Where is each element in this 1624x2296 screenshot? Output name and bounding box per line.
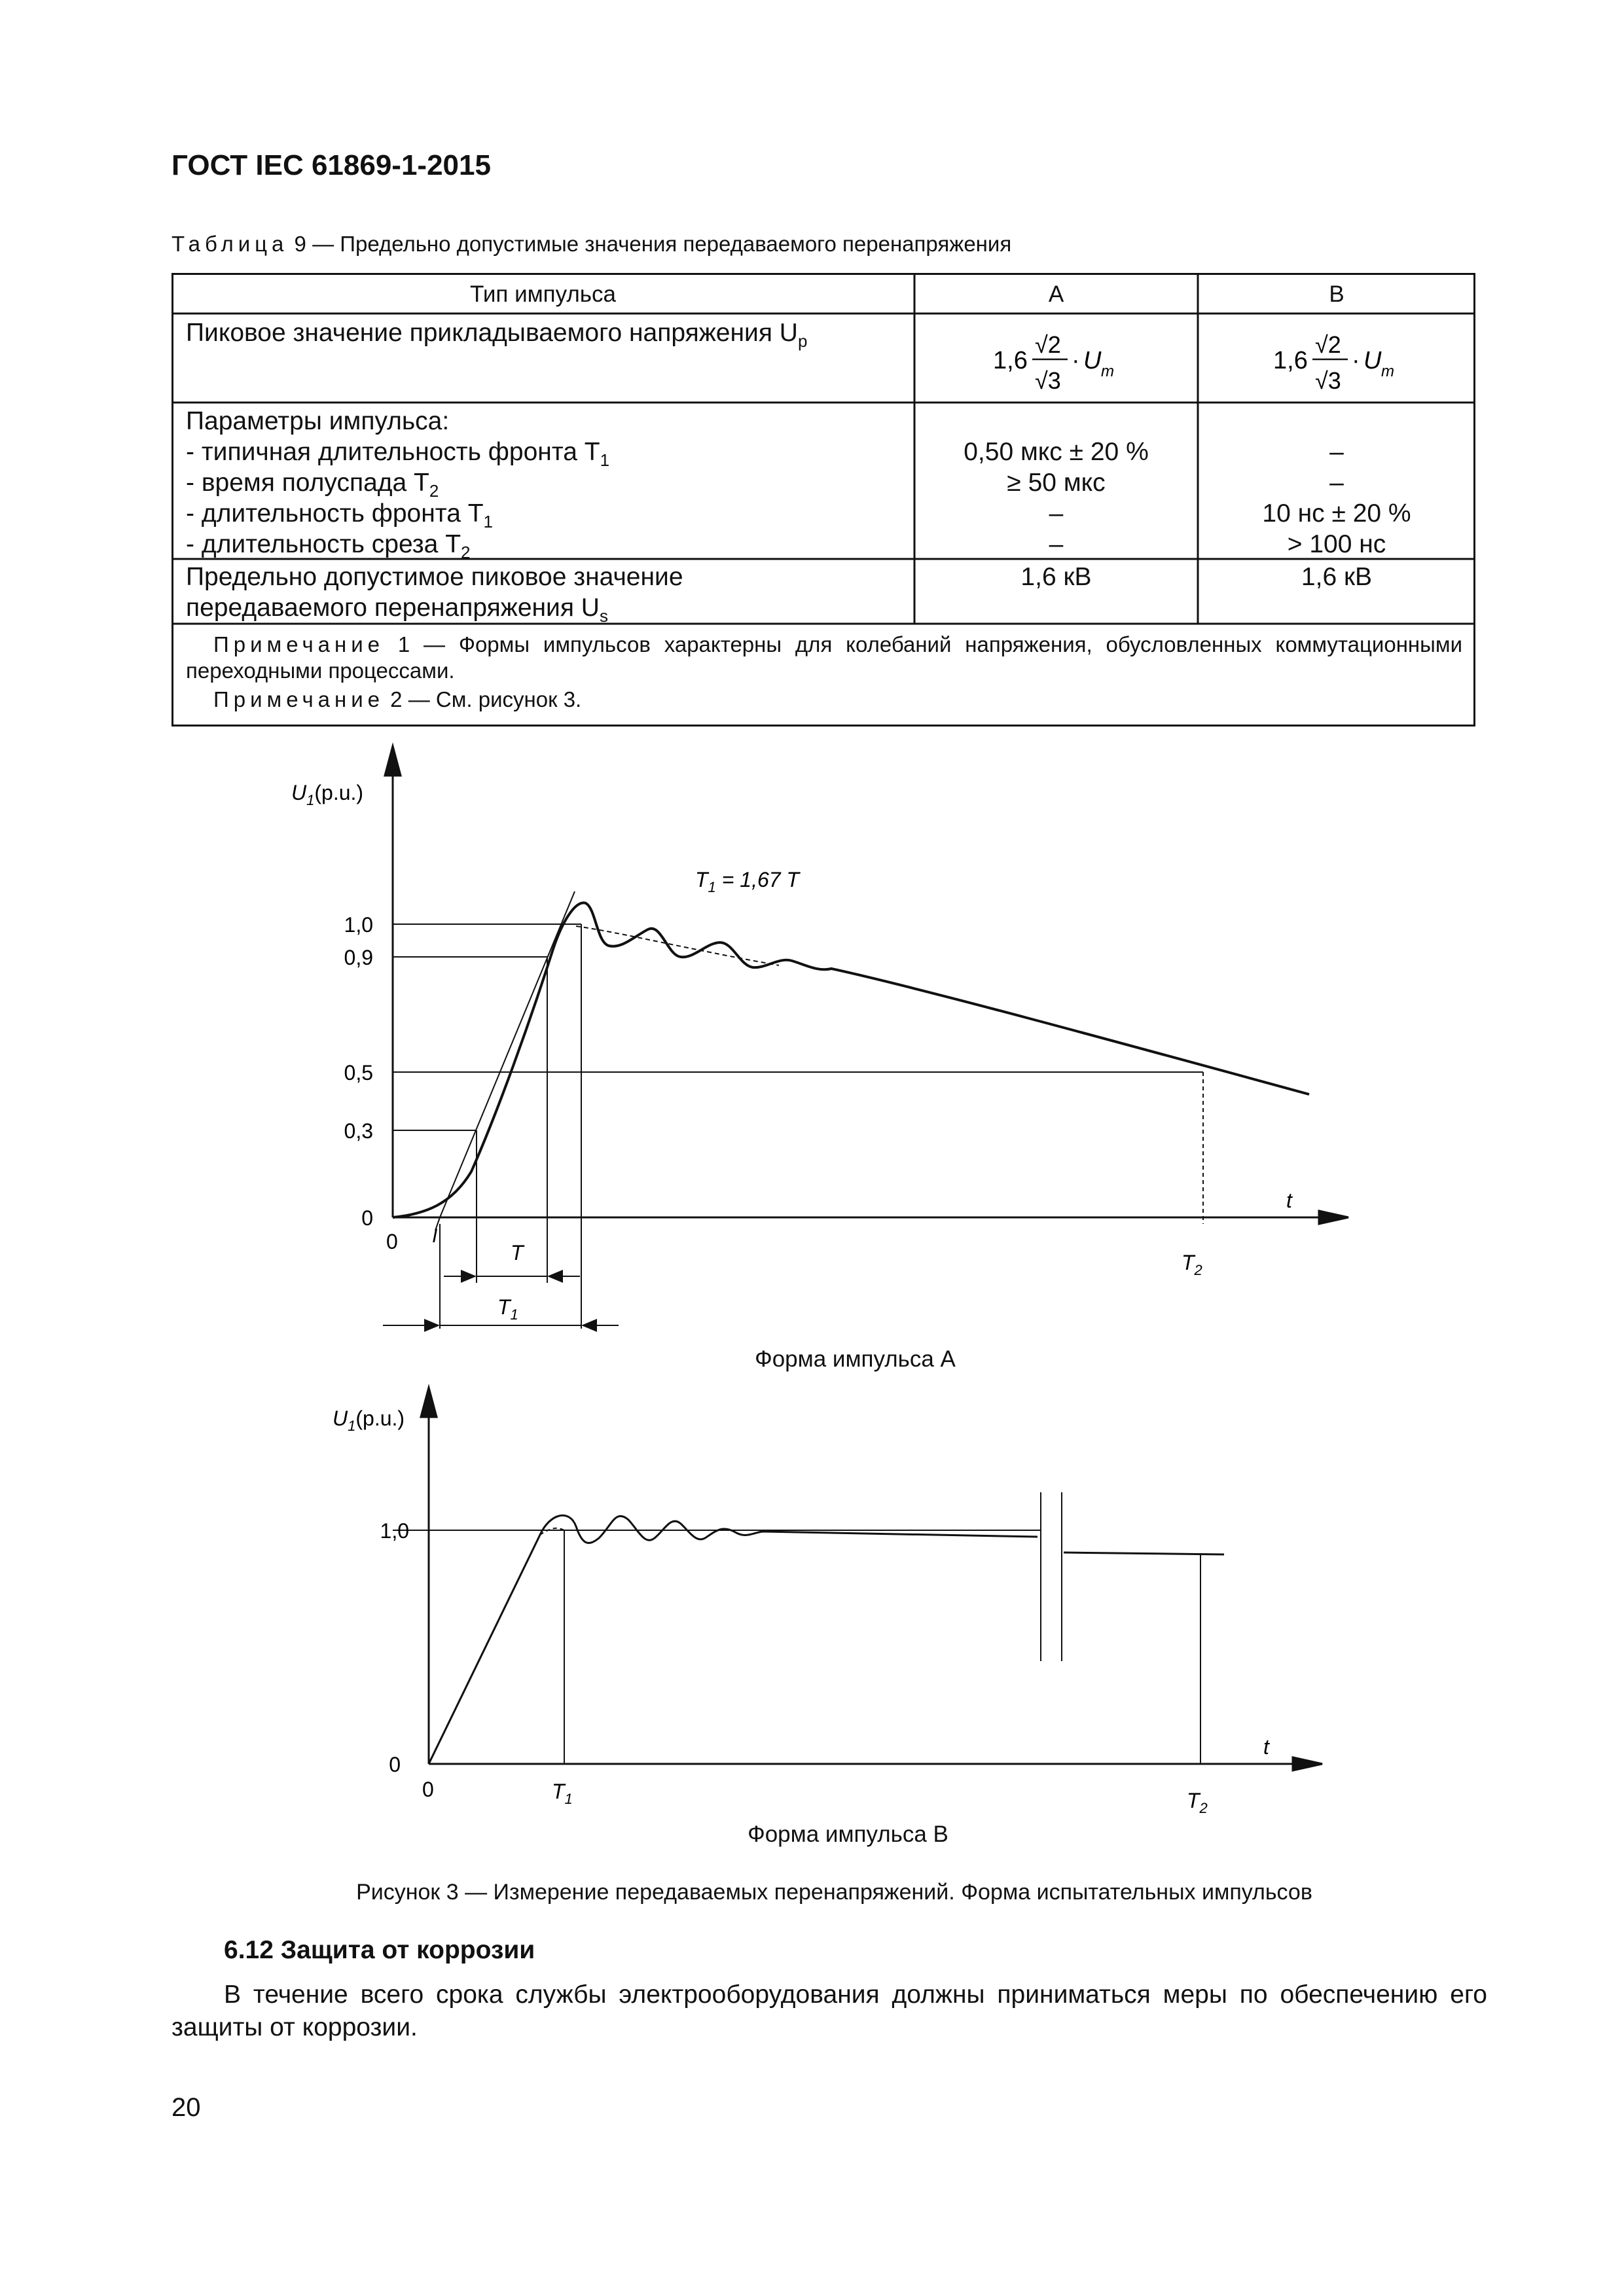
table-caption-rest: 9 — Предельно допустимые значения передаваемого перенапряжения: [288, 232, 1012, 256]
svg-text:1,6: 1,6: [1273, 347, 1308, 374]
a-virtual-front: [440, 891, 575, 1217]
a-tick-1-0: 1,0: [344, 913, 373, 937]
b-x-label: t: [1263, 1735, 1269, 1759]
row2-item-2: - время полуспада $T_2$: [186, 469, 439, 501]
a-y-label: $U_1(p.u.)$: [291, 781, 364, 808]
b-y-axis-arrow: [421, 1388, 437, 1417]
b-t1-label: $T_1$: [552, 1780, 573, 1807]
a-small-mark: I: [432, 1225, 438, 1247]
a-t1-label: $T_1$: [497, 1295, 518, 1323]
row2-a-4: –: [1049, 530, 1064, 558]
svg-text:m: m: [1381, 363, 1394, 380]
a-x-axis-arrow: [1319, 1211, 1348, 1224]
b-t2-label: $T_2$: [1187, 1789, 1208, 1816]
row3-a: 1,6 кВ: [1020, 563, 1092, 591]
note-2: Примечание 2 — См. рисунок 3.: [213, 687, 582, 711]
a-t-label: T: [511, 1241, 524, 1265]
a-tick-0-9: 0,9: [344, 946, 373, 969]
svg-text:m: m: [1101, 363, 1114, 380]
figure-impulse-b: [0, 1374, 1624, 1820]
a-y-axis-arrow: [385, 746, 401, 776]
header-type: Тип импульса: [470, 281, 616, 307]
row2-a-2: ≥ 50 мкс: [1007, 469, 1106, 497]
body-paragraph: В течение всего срока службы электрооборудования должны приниматься меры по обеспечению его защиты от коррозии.: [171, 1981, 1487, 2041]
section-heading: 6.12 Защита от коррозии: [224, 1936, 535, 1964]
b-x-origin: 0: [422, 1778, 434, 1801]
a-tick-0-3: 0,3: [344, 1119, 373, 1143]
row2-title: Параметры импульса:: [186, 407, 450, 435]
row2-item-1: - типичная длительность фронта $T_1$: [186, 438, 610, 470]
svg-text:·: ·: [1072, 347, 1080, 374]
table-caption-lead: Таблица: [171, 232, 289, 256]
figure-b-caption: Форма импульса B: [748, 1821, 948, 1847]
a-t2-label: $T_2$: [1182, 1251, 1202, 1278]
row1-label: Пиковое значение прикладываемого напряжения $U_p$: [186, 319, 808, 351]
a-x-origin: 0: [386, 1230, 398, 1253]
svg-text:·: ·: [1352, 347, 1360, 374]
b-tick-1-0: 1,0: [380, 1519, 409, 1543]
row2-a-1: 0,50 мкс ± 20 %: [964, 438, 1149, 466]
row2-item-4: - длительность среза $T_2$: [186, 530, 471, 562]
row2-a-3: –: [1049, 499, 1064, 528]
row2-b-2: –: [1329, 469, 1344, 497]
svg-text:√2: √2: [1035, 331, 1061, 358]
row2-b-4: > 100 нс: [1287, 530, 1386, 558]
b-tick-0: 0: [389, 1753, 401, 1776]
row3-label-1: Предельно допустимое пиковое значение: [186, 563, 683, 591]
b-waveform: [429, 1515, 1038, 1764]
svg-text:U: U: [1083, 347, 1102, 374]
b-y-label: $U_1(p.u.)$: [333, 1407, 405, 1434]
row2-b-3: 10 нс ± 20 %: [1262, 499, 1411, 528]
document-code: ГОСТ IEC 61869-1-2015: [171, 149, 491, 181]
b-x-axis-arrow: [1293, 1757, 1322, 1770]
header-col-a: A: [1048, 281, 1064, 307]
svg-text:1,6: 1,6: [993, 347, 1028, 374]
row2-item-3: - длительность фронта $T_1$: [186, 499, 494, 531]
b-waveform-tail: [1064, 1552, 1224, 1554]
figure-3-caption: Рисунок 3 — Измерение передаваемых перенапряжений. Форма испытательных импульсов: [356, 1880, 1312, 1905]
svg-text:U: U: [1363, 347, 1382, 374]
svg-text:√3: √3: [1315, 367, 1341, 394]
page-number: 20: [171, 2093, 201, 2122]
row3-b: 1,6 кВ: [1301, 563, 1373, 591]
a-tick-0: 0: [361, 1206, 373, 1230]
a-x-label: t: [1286, 1189, 1292, 1212]
a-tick-0-5: 0,5: [344, 1061, 373, 1085]
a-annotation: $T_1 = 1,67$ T: [695, 868, 799, 895]
svg-text:√3: √3: [1035, 367, 1061, 394]
figure-a-caption: Форма импульса A: [755, 1346, 956, 1372]
svg-text:√2: √2: [1315, 331, 1341, 358]
row2-b-1: –: [1329, 438, 1344, 466]
row3-label-2: передаваемого перенапряжения $U_s$: [186, 594, 608, 626]
header-col-b: B: [1329, 281, 1344, 307]
a-waveform: [393, 903, 1309, 1217]
note-1: Примечание 1 — Формы импульсов характерны для колебаний напряжения, обусловленных коммутационными переходными процессами.: [186, 632, 1462, 683]
